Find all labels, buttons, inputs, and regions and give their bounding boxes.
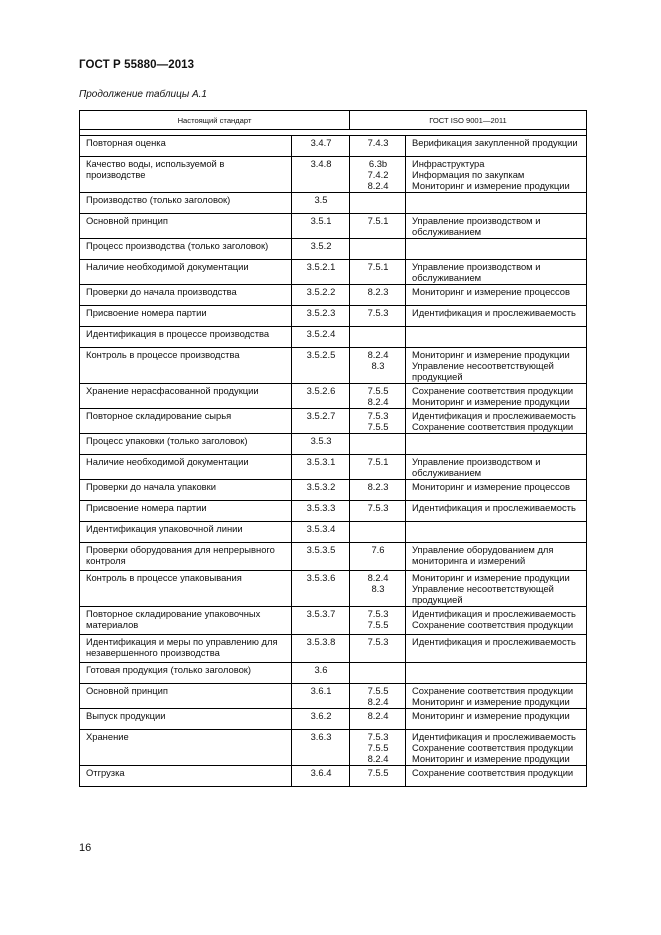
requirement-name-cell: Наличие необходимой документации: [80, 455, 292, 480]
iso-clause-title-cell: [406, 214, 587, 239]
iso-clause-title: Управление несоответствующей продукцией: [412, 583, 554, 605]
iso-clause-cell: [350, 455, 406, 480]
iso-clause-title: Мониторинг и измерение продукции: [412, 696, 570, 707]
header-national-standard: Настоящий стандарт: [80, 111, 350, 130]
iso-clause-number: 7.5.5: [367, 685, 389, 696]
iso-clause-title: Управление оборудованием для мониторинга и измерений: [412, 544, 554, 566]
iso-clause-title: Верификация закупленной продукции: [412, 137, 578, 148]
section-number-cell: 3.5.2.4: [292, 327, 350, 348]
requirement-name-cell: Процесс упаковки (только заголовок): [80, 434, 292, 455]
table-row: [80, 327, 587, 348]
iso-clause-cell: [350, 239, 406, 260]
iso-clause-title-cell: [406, 501, 587, 522]
section-number-cell: 3.5.2.2: [292, 285, 350, 306]
iso-clause-title-cell: [406, 327, 587, 348]
iso-clause-cell: [350, 663, 406, 684]
requirement-name-cell: Проверки до начала упаковки: [80, 480, 292, 501]
iso-clause-cell: [350, 635, 406, 663]
iso-clause-number: 8.3: [371, 360, 385, 371]
requirement-name-cell: Повторная оценка: [80, 136, 292, 157]
iso-clause-title-cell: [406, 434, 587, 455]
table-row: [80, 607, 587, 635]
requirement-name-cell: Присвоение номера партии: [80, 306, 292, 327]
iso-clause-number: 7.5.3: [367, 410, 389, 421]
iso-clause-title-cell: [406, 409, 587, 434]
table-row: [80, 384, 587, 409]
iso-clause-title: Мониторинг и измерение процессов: [412, 286, 570, 297]
section-number-cell: 3.5.3.5: [292, 543, 350, 571]
section-number-cell: 3.5.3.6: [292, 571, 350, 607]
iso-clause-cell: [350, 607, 406, 635]
iso-clause-number: 8.3: [371, 583, 385, 594]
iso-clause-title-cell: [406, 607, 587, 635]
iso-clause-cell: [350, 730, 406, 766]
section-number-cell: 3.5.1: [292, 214, 350, 239]
section-number-cell: 3.5.2.3: [292, 306, 350, 327]
table-row: [80, 136, 587, 157]
section-number-cell: 3.5.2: [292, 239, 350, 260]
table-row: [80, 766, 587, 787]
iso-clause-number: 7.6: [371, 544, 385, 555]
iso-clause-title: Сохранение соответствия продукции: [412, 767, 574, 778]
iso-clause-number: 7.5.3: [367, 636, 389, 647]
iso-clause-title-cell: [406, 730, 587, 766]
section-number-cell: 3.6: [292, 663, 350, 684]
requirement-name-cell: Выпуск продукции: [80, 709, 292, 730]
requirement-name-cell: Контроль в процессе производства: [80, 348, 292, 384]
iso-clause-number: 8.2.4: [367, 753, 389, 764]
section-number-cell: 3.5.3.4: [292, 522, 350, 543]
table-row: [80, 193, 587, 214]
iso-clause-number: 6.3b: [368, 158, 388, 169]
iso-clause-title-cell: [406, 239, 587, 260]
table-header-row: [80, 111, 587, 130]
iso-clause-title-cell: [406, 136, 587, 157]
requirement-name-cell: Идентификация в процессе производства: [80, 327, 292, 348]
table-row: [80, 684, 587, 709]
iso-clause-number: 7.5.5: [367, 619, 389, 630]
table-row: [80, 214, 587, 239]
requirement-name-cell: Основной принцип: [80, 214, 292, 239]
iso-clause-title-cell: [406, 684, 587, 709]
iso-clause-title: Управление производством и обслуживанием: [412, 456, 541, 478]
iso-clause-title-cell: [406, 260, 587, 285]
iso-clause-number: 8.2.4: [367, 349, 389, 360]
iso-clause-cell: [350, 348, 406, 384]
iso-clause-number: 7.5.5: [367, 421, 389, 432]
iso-clause-number: 7.5.5: [367, 767, 389, 778]
requirement-name-cell: Отгрузка: [80, 766, 292, 787]
iso-clause-number: 7.5.1: [367, 215, 389, 226]
iso-clause-cell: [350, 571, 406, 607]
table-row: [80, 709, 587, 730]
iso-clause-title: Идентификация и прослеживаемость: [412, 636, 576, 647]
table-row: [80, 480, 587, 501]
iso-clause-title: Сохранение соответствия продукции: [412, 619, 574, 630]
iso-clause-cell: [350, 285, 406, 306]
iso-clause-title: Управление производством и обслуживанием: [412, 261, 541, 283]
iso-clause-title: Сохранение соответствия продукции: [412, 421, 574, 432]
table-row: [80, 285, 587, 306]
iso-clause-number: 7.5.3: [367, 731, 389, 742]
iso-clause-number: 7.5.3: [367, 502, 389, 513]
iso-clause-number: 8.2.4: [367, 572, 389, 583]
document-title: ГОСТ Р 55880—2013: [79, 59, 195, 71]
iso-clause-title: Мониторинг и измерение продукции: [412, 753, 570, 764]
correspondence-table: [79, 110, 587, 787]
section-number-cell: 3.5.2.5: [292, 348, 350, 384]
table-row: [80, 409, 587, 434]
iso-clause-title: Идентификация и прослеживаемость: [412, 307, 576, 318]
iso-clause-title: Идентификация и прослеживаемость: [412, 502, 576, 513]
requirement-name-cell: Хранение нерасфасованной продукции: [80, 384, 292, 409]
requirement-name-cell: Производство (только заголовок): [80, 193, 292, 214]
iso-clause-title: Сохранение соответствия продукции: [412, 385, 574, 396]
requirement-name-cell: Идентификация и меры по управлению для незавершенного производства: [80, 635, 292, 663]
iso-clause-cell: [350, 193, 406, 214]
iso-clause-title-cell: [406, 766, 587, 787]
requirement-name-cell: Контроль в процессе упаковывания: [80, 571, 292, 607]
requirement-name-cell: Повторное складирование упаковочных материалов: [80, 607, 292, 635]
iso-clause-title: Мониторинг и измерение продукции: [412, 710, 570, 721]
iso-clause-cell: [350, 157, 406, 193]
iso-clause-number: 8.2.4: [367, 180, 389, 191]
table-caption: Продолжение таблицы А.1: [79, 89, 207, 100]
iso-clause-title-cell: [406, 285, 587, 306]
iso-clause-number: 8.2.3: [367, 286, 389, 297]
iso-clause-cell: [350, 136, 406, 157]
iso-clause-cell: [350, 522, 406, 543]
table-row: [80, 455, 587, 480]
requirement-name-cell: Качество воды, используемой в производстве: [80, 157, 292, 193]
iso-clause-title-cell: [406, 384, 587, 409]
iso-clause-title-cell: [406, 157, 587, 193]
iso-clause-number: 8.2.4: [367, 710, 389, 721]
requirement-name-cell: Проверки до начала производства: [80, 285, 292, 306]
section-number-cell: 3.5.3.3: [292, 501, 350, 522]
iso-clause-number: 7.5.1: [367, 261, 389, 272]
table-row: [80, 663, 587, 684]
iso-clause-title: Управление производством и обслуживанием: [412, 215, 541, 237]
section-number-cell: 3.4.8: [292, 157, 350, 193]
iso-clause-title: Мониторинг и измерение продукции: [412, 572, 570, 583]
table-row: [80, 157, 587, 193]
section-number-cell: 3.5.3: [292, 434, 350, 455]
section-number-cell: 3.6.3: [292, 730, 350, 766]
table-row: [80, 306, 587, 327]
iso-clause-cell: [350, 480, 406, 501]
iso-clause-title-cell: [406, 543, 587, 571]
requirement-name-cell: Идентификация упаковочной линии: [80, 522, 292, 543]
requirement-name-cell: Проверки оборудования для непрерывного контроля: [80, 543, 292, 571]
iso-clause-cell: [350, 709, 406, 730]
iso-clause-title: Сохранение соответствия продукции: [412, 742, 574, 753]
iso-clause-title: Инфраструктура: [412, 158, 485, 169]
iso-clause-title: Информация по закупкам: [412, 169, 525, 180]
iso-clause-cell: [350, 434, 406, 455]
section-number-cell: 3.4.7: [292, 136, 350, 157]
iso-clause-title-cell: [406, 571, 587, 607]
iso-clause-number: 8.2.3: [367, 481, 389, 492]
table-row: [80, 434, 587, 455]
requirement-name-cell: Присвоение номера партии: [80, 501, 292, 522]
iso-clause-title: Идентификация и прослеживаемость: [412, 608, 576, 619]
iso-clause-number: 7.5.5: [367, 742, 389, 753]
section-number-cell: 3.5.3.1: [292, 455, 350, 480]
iso-clause-title-cell: [406, 193, 587, 214]
iso-clause-number: 7.4.3: [367, 137, 389, 148]
iso-clause-title-cell: [406, 635, 587, 663]
iso-clause-title: Мониторинг и измерение процессов: [412, 481, 570, 492]
iso-clause-cell: [350, 214, 406, 239]
requirement-name-cell: Наличие необходимой документации: [80, 260, 292, 285]
iso-clause-title-cell: [406, 709, 587, 730]
iso-clause-title: Мониторинг и измерение продукции: [412, 349, 570, 360]
table-row: [80, 522, 587, 543]
iso-clause-title-cell: [406, 522, 587, 543]
header-iso-standard: ГОСТ ISO 9001—2011: [350, 111, 587, 130]
iso-clause-cell: [350, 684, 406, 709]
iso-clause-title-cell: [406, 306, 587, 327]
section-number-cell: 3.5.2.7: [292, 409, 350, 434]
iso-clause-cell: [350, 543, 406, 571]
iso-clause-title: Идентификация и прослеживаемость: [412, 410, 576, 421]
table-row: [80, 543, 587, 571]
table-row: [80, 260, 587, 285]
iso-clause-cell: [350, 766, 406, 787]
requirement-name-cell: Процесс производства (только заголовок): [80, 239, 292, 260]
table-row: [80, 730, 587, 766]
requirement-name-cell: Хранение: [80, 730, 292, 766]
iso-clause-cell: [350, 306, 406, 327]
section-number-cell: 3.5: [292, 193, 350, 214]
iso-clause-cell: [350, 260, 406, 285]
section-number-cell: 3.6.2: [292, 709, 350, 730]
section-number-cell: 3.5.3.8: [292, 635, 350, 663]
iso-clause-title-cell: [406, 480, 587, 501]
page-number: 16: [79, 842, 92, 854]
iso-clause-number: 7.5.3: [367, 307, 389, 318]
section-number-cell: 3.5.2.1: [292, 260, 350, 285]
iso-clause-title: Управление несоответствующей продукцией: [412, 360, 554, 382]
iso-clause-title-cell: [406, 348, 587, 384]
iso-clause-title: Идентификация и прослеживаемость: [412, 731, 576, 742]
section-number-cell: 3.5.3.2: [292, 480, 350, 501]
table-row: [80, 635, 587, 663]
section-number-cell: 3.6.1: [292, 684, 350, 709]
section-number-cell: 3.5.2.6: [292, 384, 350, 409]
requirement-name-cell: Готовая продукция (только заголовок): [80, 663, 292, 684]
iso-clause-title: Сохранение соответствия продукции: [412, 685, 574, 696]
iso-clause-cell: [350, 409, 406, 434]
iso-clause-number: 7.4.2: [367, 169, 389, 180]
iso-clause-cell: [350, 501, 406, 522]
iso-clause-title: Мониторинг и измерение продукции: [412, 180, 570, 191]
section-number-cell: 3.5.3.7: [292, 607, 350, 635]
iso-clause-title-cell: [406, 455, 587, 480]
iso-clause-cell: [350, 327, 406, 348]
iso-clause-title: Мониторинг и измерение продукции: [412, 396, 570, 407]
iso-clause-number: 8.2.4: [367, 396, 389, 407]
table-row: [80, 571, 587, 607]
iso-clause-number: 7.5.1: [367, 456, 389, 467]
iso-clause-number: 7.5.3: [367, 608, 389, 619]
iso-clause-title-cell: [406, 663, 587, 684]
requirement-name-cell: Основной принцип: [80, 684, 292, 709]
table-row: [80, 348, 587, 384]
iso-clause-number: 8.2.4: [367, 696, 389, 707]
table-row: [80, 501, 587, 522]
table-row: [80, 239, 587, 260]
iso-clause-cell: [350, 384, 406, 409]
section-number-cell: 3.6.4: [292, 766, 350, 787]
requirement-name-cell: Повторное складирование сырья: [80, 409, 292, 434]
iso-clause-number: 7.5.5: [367, 385, 389, 396]
